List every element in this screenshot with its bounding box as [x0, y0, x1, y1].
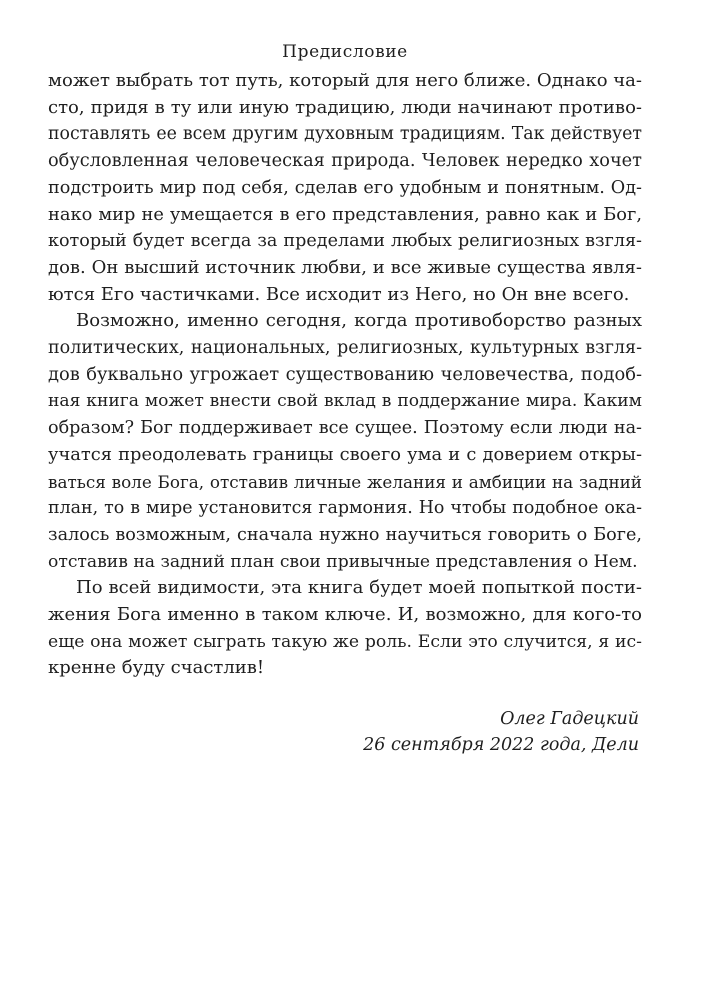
text-line: кренне буду счастлив! — [48, 657, 265, 679]
text-line: По всей видимости, эта книга будет моей попыткой пости- — [76, 577, 642, 599]
text-line: нако мир не умещается в его представления, равно как и Бог, — [48, 203, 642, 225]
text-line: отставив на задний план свои привычные представления о Нем. — [48, 551, 638, 572]
text-line: Возможно, именно сегодня, когда противоборство разных — [76, 310, 642, 332]
text-line: поставлять ее всем другим духовным традициям. Так действует — [48, 124, 642, 145]
text-line: ваться воле Бога, отставив личные желания и амбиции на задний — [48, 471, 642, 492]
paragraph-1 — [48, 68, 642, 308]
text-line: политических, национальных, религиозных, культурных взгля- — [48, 338, 642, 359]
paragraph-3 — [48, 575, 642, 682]
text-line: обусловленная человеческая природа. Человек нередко хочет — [48, 151, 642, 172]
text-line: который будет всегда за пределами любых религиозных взгля- — [48, 231, 642, 252]
text-line: дов буквально угрожает существованию человечества, подоб- — [48, 363, 642, 385]
date-place: 26 сентября 2022 года, Дели — [363, 735, 639, 756]
text-line: подстроить мир под себя, сделав его удобным и понятным. Од- — [48, 177, 642, 198]
text-line: сто, придя в ту или иную традицию, люди начинают противо- — [48, 96, 642, 118]
book-page — [48, 38, 642, 758]
text-line: ная книга может внести свой вклад в поддержание мира. Каким — [48, 391, 642, 412]
text-line: может выбрать тот путь, который для него ближе. Однако ча- — [48, 70, 642, 91]
main-text — [48, 68, 642, 682]
text-line: дов. Он высший источник любви, и все живые существа явля- — [48, 256, 642, 278]
text-line: жения Бога именно в таком ключе. И, возможно, для кого-то — [48, 604, 642, 626]
signature-block — [48, 706, 642, 758]
running-title: Предисловие — [282, 42, 408, 62]
text-line: залось возможным, сначала нужно научиться говорить о Боге, — [48, 524, 642, 545]
text-line: ются Его частичками. Все исходит из Него, но Он вне всего. — [48, 283, 630, 305]
text-line: план, то в мире установится гармония. Но чтобы подобное ока- — [48, 498, 642, 519]
author-name: Олег Гадецкий — [500, 709, 639, 730]
text-line: еще она может сыграть такую же роль. Если это случится, я ис- — [48, 631, 642, 652]
text-line: учатся преодолевать границы своего ума и с доверием откры- — [48, 443, 642, 465]
text-line: образом? Бог поддерживает все сущее. Поэтому если люди на- — [48, 418, 642, 439]
paragraph-2 — [48, 308, 642, 575]
